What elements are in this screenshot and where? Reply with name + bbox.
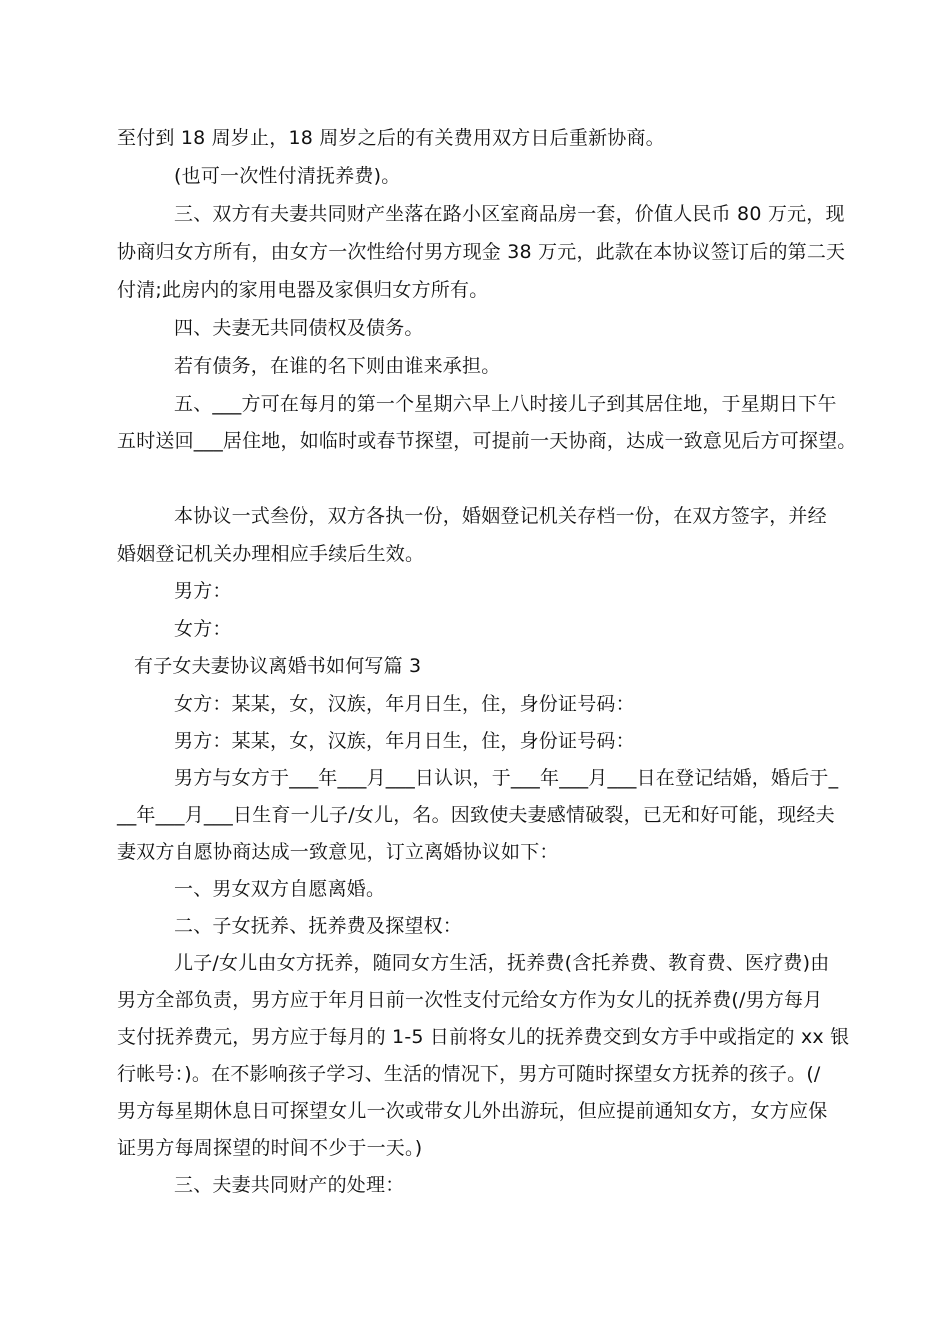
text-line-marriage-dates: 男方与女方于___年___月___日认识，于___年___月___日在登记结婚，婚后于_ bbox=[174, 767, 839, 789]
text-line-debt-note: 若有债务，在谁的名下则由谁来承担。 bbox=[174, 355, 501, 377]
text-line-effective: 婚姻登记机关办理相应手续后生效。 bbox=[117, 543, 425, 565]
text-line-clause-5-cont: 五时送回___居住地，如临时或春节探望，可提前一天协商，达成一致意见后方可探望。 bbox=[117, 430, 857, 452]
text-line-clause-5: 五、___方可在每月的第一个星期六早上八时接儿子到其居住地，于星期日下午 bbox=[174, 393, 837, 415]
text-line-support-until-18: 至付到 18 周岁止，18 周岁之后的有关费用双方日后重新协商。 bbox=[117, 127, 665, 149]
text-line-custody-cont-3: 行帐号：)。在不影响孩子学习、生活的情况下，男方可随时探望女方抚养的孩子。(/ bbox=[117, 1063, 821, 1085]
text-line-clause-3-end: 付清;此房内的家用电器及家俱归女方所有。 bbox=[117, 279, 489, 301]
text-line-custody: 儿子/女儿由女方抚养，随同女方生活，抚养费(含托养费、教育费、医疗费)由 bbox=[174, 952, 830, 974]
section-heading: 有子女夫妻协议离婚书如何写篇 3 bbox=[134, 655, 422, 677]
text-line-male-party: 男方：某某，女，汉族，年月日生，住，身份证号码： bbox=[174, 730, 635, 752]
text-line-custody-cont-5: 证男方每周探望的时间不少于一天。) bbox=[117, 1137, 423, 1159]
text-line-custody-cont-1: 男方全部负责，男方应于年月日前一次性支付元给女方作为女儿的抚养费(/男方每月 bbox=[117, 989, 823, 1011]
text-line-lump-sum-note: (也可一次性付清抚养费)。 bbox=[174, 165, 401, 187]
text-line-item-1: 一、男女双方自愿离婚。 bbox=[174, 878, 386, 900]
text-line-item-3: 三、夫妻共同财产的处理： bbox=[174, 1174, 405, 1196]
text-line-clause-4: 四、夫妻无共同债权及债务。 bbox=[174, 317, 424, 339]
text-line-copies: 本协议一式叁份，双方各执一份，婚姻登记机关存档一份，在双方签字，并经 bbox=[174, 505, 827, 527]
text-line-custody-cont-4: 男方每星期休息日可探望女儿一次或带女儿外出游玩，但应提前通知女方，女方应保 bbox=[117, 1100, 828, 1122]
text-line-item-2: 二、子女抚养、抚养费及探望权： bbox=[174, 915, 463, 937]
text-line-female-party: 女方：某某，女，汉族，年月日生，住，身份证号码： bbox=[174, 693, 635, 715]
text-line-clause-3: 三、双方有夫妻共同财产坐落在路小区室商品房一套，价值人民币 80 万元，现 bbox=[174, 203, 845, 225]
text-line-agreement-intro: 妻双方自愿协商达成一致意见，订立离婚协议如下： bbox=[117, 841, 559, 863]
signature-male-label: 男方： bbox=[174, 580, 232, 602]
text-line-child-birth: __年___月___日生育一儿子/女儿，名。因致使夫妻感情破裂，已无和好可能，现经夫 bbox=[117, 804, 835, 826]
text-line-clause-3-cont: 协商归女方所有，由女方一次性给付男方现金 38 万元，此款在本协议签订后的第二天 bbox=[117, 241, 846, 263]
signature-female-label: 女方： bbox=[174, 618, 232, 640]
text-line-custody-cont-2: 支付抚养费元，男方应于每月的 1-5 日前将女儿的抚养费交到女方手中或指定的 xx 银 bbox=[117, 1026, 850, 1048]
